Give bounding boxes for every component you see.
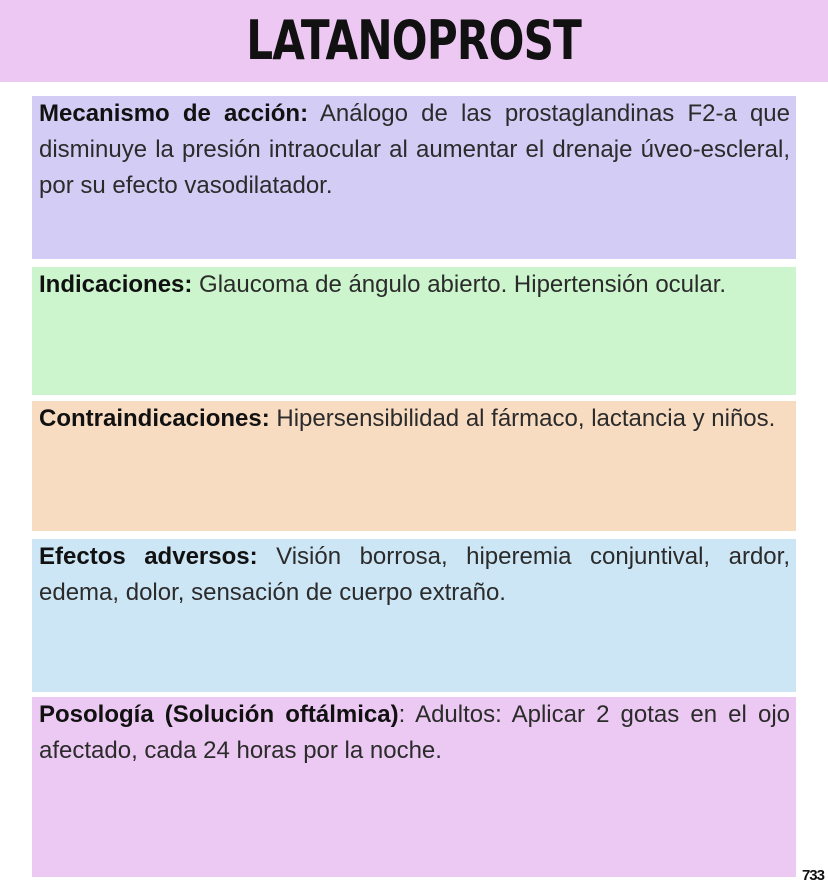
section-mecanismo bbox=[32, 96, 796, 259]
page-number: 733 bbox=[801, 867, 824, 884]
section-text-efectos: Visión borrosa, hiperemia conjuntival, ardor, edema, dolor, sensación de cuerpo extraño. bbox=[39, 543, 790, 606]
section-indicaciones bbox=[32, 267, 796, 395]
section-efectos-adversos bbox=[32, 539, 796, 692]
section-text-contraindicaciones: Hipersensibilidad al fármaco, lactancia y niños. bbox=[269, 405, 776, 432]
section-label-posologia: Posología (Solución oftálmica) bbox=[39, 701, 399, 728]
page-title: LATANOPROST bbox=[246, 9, 582, 72]
title-bar bbox=[0, 0, 828, 82]
section-text-indicaciones: Glaucoma de ángulo abierto. Hipertensión ocular. bbox=[192, 271, 727, 298]
section-text-mecanismo: Análogo de las prostaglandinas F2-a que disminuye la presión intraocular al aumentar el drenaje úveo-escleral, por su efecto vasodilatador. bbox=[39, 100, 790, 199]
section-label-contraindicaciones: Contraindicaciones: bbox=[39, 405, 270, 432]
section-label-efectos: Efectos adversos: bbox=[39, 543, 258, 570]
section-contraindicaciones bbox=[32, 401, 796, 531]
section-posologia bbox=[32, 697, 796, 877]
section-text-posologia: : Adultos: Aplicar 2 gotas en el ojo afectado, cada 24 horas por la noche. bbox=[39, 701, 791, 764]
section-label-mecanismo: Mecanismo de acción: bbox=[39, 100, 309, 127]
section-label-indicaciones: Indicaciones: bbox=[39, 271, 193, 298]
